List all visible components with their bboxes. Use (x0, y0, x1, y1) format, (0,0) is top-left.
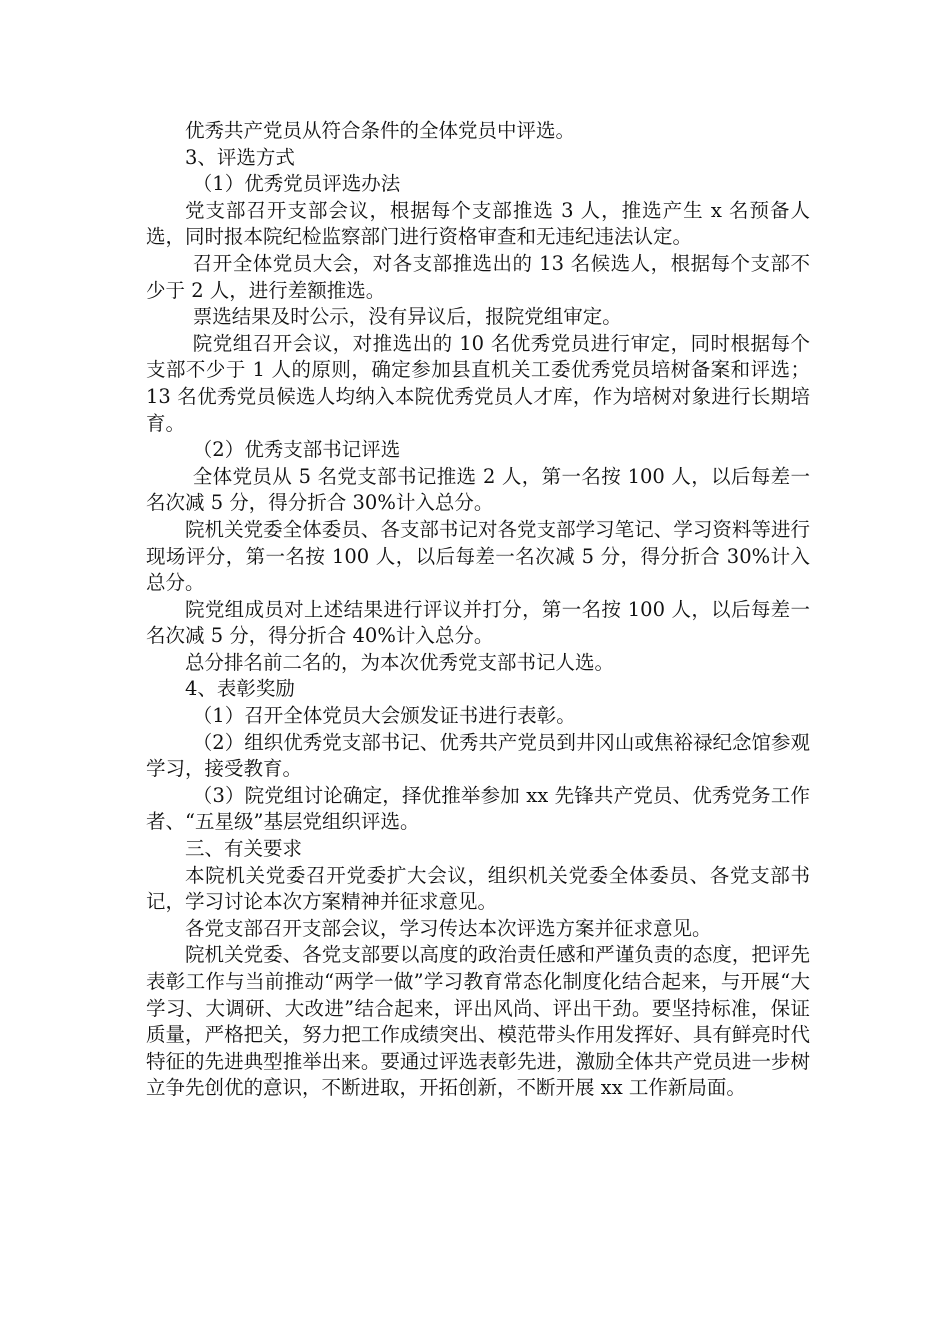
list-item: （1）召开全体党员大会颁发证书进行表彰。 (192, 704, 576, 728)
list-item: （3）院党组讨论确定，择优推举参加 xx 先锋共产党员、优秀党务工作者、“五星级”基层党组织评选。 (146, 783, 810, 834)
section-heading: 三、有关要求 (185, 837, 303, 861)
paragraph: 全体党员从 5 名党支部书记推选 2 人，第一名按 100 人，以后每差一名次减 5 分，得分折合 30%计入总分。 (146, 464, 810, 515)
subsection-heading: （2）优秀支部书记评选 (192, 438, 401, 462)
list-item: （2）组织优秀党支部书记、优秀共产党员到井冈山或焦裕禄纪念馆参观学习，接受教育。 (146, 730, 810, 781)
paragraph: 票选结果及时公示，没有异议后，报院党组审定。 (192, 305, 622, 329)
section-heading: 4、表彰奖励 (185, 677, 295, 701)
paragraph: 院党组召开会议，对推选出的 10 名优秀党员进行审定，同时根据每个支部不少于 1 人的原则，确定参加县直机关工委优秀党员培树备案和评选；13 名优秀党员候选人均纳入本院优秀党员人才库，作为培树对象进行长期培育。 (146, 331, 810, 435)
subsection-heading: （1）优秀党员评选办法 (192, 172, 401, 196)
paragraph: 优秀共产党员从符合条件的全体党员中评选。 (185, 119, 576, 142)
paragraph: 召开全体党员大会，对各支部推选出的 13 名候选人，根据每个支部不少于 2 人，进行差额推选。 (146, 251, 810, 302)
paragraph: 总分排名前二名的，为本次优秀党支部书记人选。 (185, 650, 615, 674)
paragraph: 院党组成员对上述结果进行评议并打分，第一名按 100 人，以后每差一名次减 5 分，得分折合 40%计入总分。 (146, 597, 810, 648)
paragraph: 院机关党委、各党支部要以高度的政治责任感和严谨负责的态度，把评先表彰工作与当前推动“两学一做”学习教育常态化制度化结合起来，与开展“大学习、大调研、大改进”结合起来，评出风尚、评出干劲。要坚持标准，保证质量，严格把关，努力把工作成绩突出、模范带头作用发挥好、具有鲜亮时代特征的先进典型推举出来。要通过评选表彰先进，激励全体共产党员进一步树立争先创优的意识，不断进取，开拓创新，不断开展 xx 工作新局面。 (146, 943, 810, 1100)
paragraph: 各党支部召开支部会议，学习传达本次评选方案并征求意见。 (185, 916, 712, 940)
paragraph: 院机关党委全体委员、各支部书记对各党支部学习笔记、学习资料等进行现场评分，第一名按 100 人，以后每差一名次减 5 分，得分折合 30%计入总分。 (146, 517, 810, 595)
paragraph: 本院机关党委召开党委扩大会议，组织机关党委全体委员、各党支部书记，学习讨论本次方案精神并征求意见。 (146, 863, 810, 914)
section-heading: 3、评选方式 (185, 145, 295, 169)
paragraph: 党支部召开支部会议，根据每个支部推选 3 人，推选产生 x 名预备人选，同时报本院纪检监察部门进行资格审查和无违纪违法认定。 (146, 198, 810, 249)
document-body (146, 118, 810, 1102)
